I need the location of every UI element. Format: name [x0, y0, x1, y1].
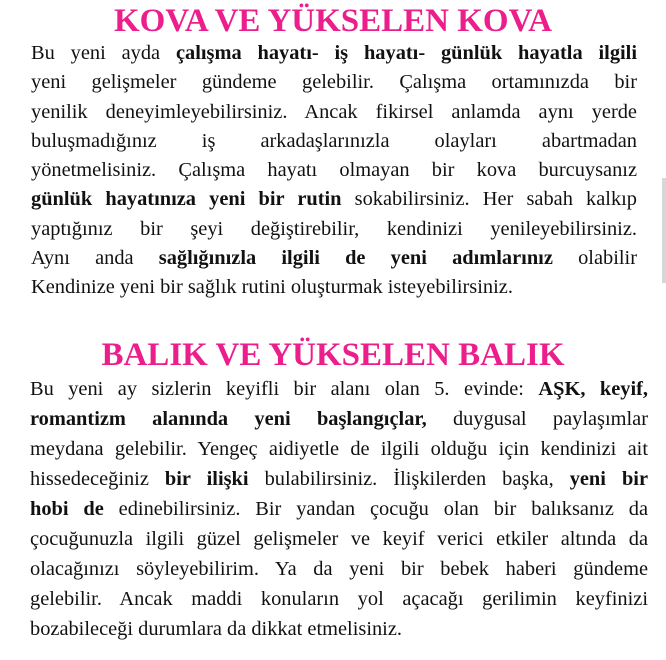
paragraph-line: olacağınızı söyleyebilirim. Ya da yeni bir bebek haberi gündeme: [30, 558, 648, 580]
paragraph-line: bozabileceği durumlara da dikkat etmelisiniz.: [30, 618, 402, 640]
paragraph-line: romantizm alanında yeni başlangıçlar, duygusal paylaşımlar: [30, 408, 648, 430]
paragraph-line: günlük hayatınıza yeni bir rutin sokabilirsiniz. Her sabah kalkıp: [31, 188, 637, 211]
paragraph-line: buluşmadığınız iş arkadaşlarınızla olayları abartmadan: [31, 129, 637, 152]
section-body-balik: [30, 374, 648, 644]
section-title-balik: BALIK VE YÜKSELEN BALIK: [101, 337, 565, 373]
paragraph-line: hobi de edinebilirsiniz. Bir yandan çocuğu olan bir balıksanız da: [30, 498, 648, 520]
paragraph-line: Kendinize yeni bir sağlık rutini oluşturmak isteyebilirsiniz.: [31, 276, 513, 299]
paragraph-line: gelebilir. Ancak maddi konuların yol açacağı gerilimin keyfinizi: [30, 588, 648, 610]
paragraph-line: yenilik deneyimleyebilirsiniz. Ancak fikirsel anlamda aynı yerde: [31, 100, 637, 123]
paragraph-line: meydana gelebilir. Yengeç aidiyetle de ilgili olduğu için kendinizi ait: [30, 438, 648, 460]
scrollbar-thumb[interactable]: [662, 178, 666, 283]
paragraph-line: Bu yeni ay sizlerin keyifli bir alanı olan 5. evinde: AŞK, keyif,: [30, 378, 648, 400]
paragraph-line: Aynı anda sağlığınızla ilgili de yeni adımlarınız olabilir: [31, 247, 637, 270]
paragraph-line: yaptığınız bir şeyi değiştirebilir, kendinizi yenileyebilirsiniz.: [31, 217, 637, 240]
paragraph-line: hissedeceğiniz bir ilişki bulabilirsiniz. İlişkilerden başka, yeni bir: [30, 468, 648, 490]
section-title-kova: KOVA VE YÜKSELEN KOVA: [114, 3, 552, 39]
paragraph-line: yönetmelisiniz. Çalışma hayatı olmayan bir kova burcuysanız: [31, 159, 637, 182]
paragraph-line: çocuğunuzla ilgili güzel gelişmeler ve keyif verici etkiler altında da: [30, 528, 648, 550]
section-body-kova: [31, 39, 637, 303]
paragraph-line: yeni gelişmeler gündeme gelebilir. Çalışma ortamınızda bir: [31, 71, 637, 94]
paragraph-line: Bu yeni ayda çalışma hayatı- iş hayatı- günlük hayatla ilgili: [31, 42, 637, 64]
